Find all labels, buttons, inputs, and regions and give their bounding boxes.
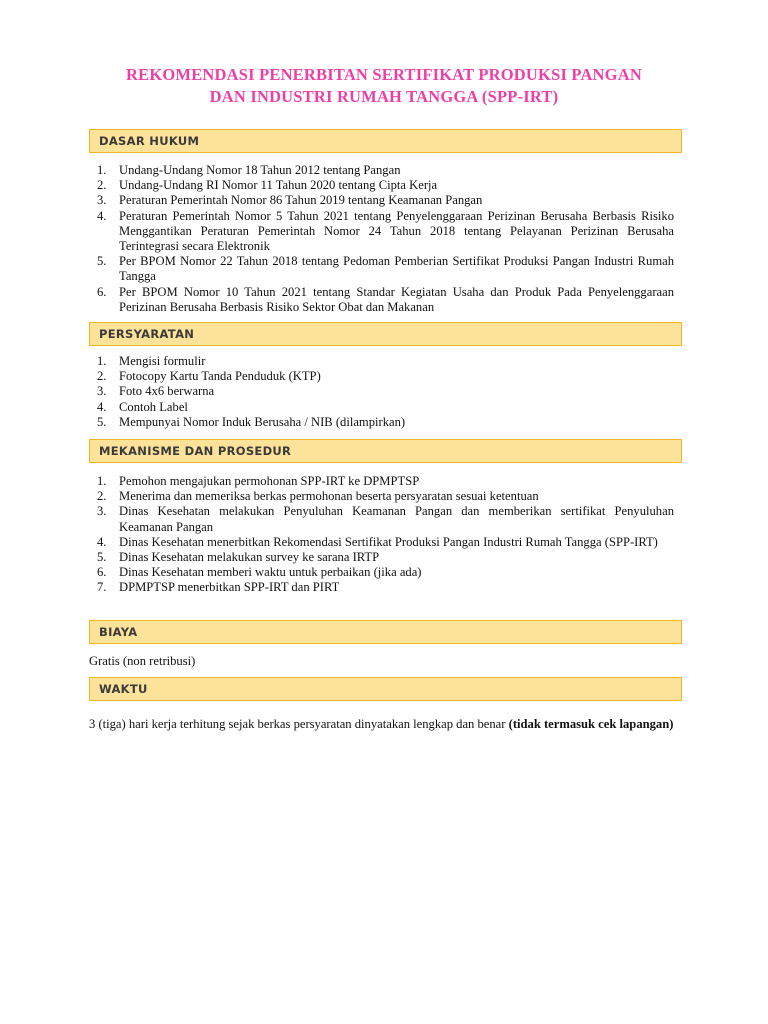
section-header-persyaratan [89,322,682,346]
section-heading: MEKANISME DAN PROSEDUR [99,444,292,458]
list-item-text: Per BPOM Nomor 22 Tahun 2018 tentang Pedoman Pemberian Sertifikat Produksi Pangan Industri Rumah Tangga [119,254,674,284]
title-line-1: REKOMENDASI PENERBITAN SERTIFIKAT PRODUKSI PANGAN [126,65,642,84]
section-header-biaya [89,620,682,644]
list-item-number: 4. [97,208,107,223]
list-item-text: Dinas Kesehatan melakukan survey ke sarana IRTP [119,550,380,565]
waktu-text-bold: (tidak termasuk cek lapangan) [508,717,674,731]
list-item-text: Peraturan Pemerintah Nomor 5 Tahun 2021 tentang Penyelenggaraan Perizinan Berusaha Berbasis Risiko Menggantikan Peraturan Pemerintah Nomor 24 Tahun 2018 tentang Pelayanan Perizinan Berusaha Terintegrasi secara Elektronik [119,208,674,254]
list-item [89,565,674,580]
section-heading: PERSYARATAN [99,327,195,341]
list-item [89,178,674,193]
dasar-hukum-list [89,163,674,315]
list-item-text: Foto 4x6 berwarna [119,384,215,399]
list-item [89,254,674,284]
list-item-number: 6. [97,565,107,580]
list-item [89,193,674,208]
list-item-text: Mempunyai Nomor Induk Berusaha / NIB (dilampirkan) [119,414,406,429]
title-line-2: DAN INDUSTRI RUMAH TANGGA (SPP-IRT) [209,87,559,106]
list-item [89,474,674,489]
mekanisme-list [89,474,674,596]
list-item-text: Contoh Label [119,399,188,414]
list-item-number: 3. [97,384,107,399]
section-heading: BIAYA [99,625,138,639]
list-item [89,535,674,550]
list-item [89,489,674,504]
list-item-number: 1. [97,163,107,177]
document-title [70,64,698,108]
list-item-number: 2. [97,489,107,504]
list-item [89,209,674,255]
list-item-number: 2. [97,178,107,193]
list-item-number: 6. [97,284,107,299]
list-item-text: Pemohon mengajukan permohonan SPP-IRT ke DPMPTSP [119,474,420,488]
list-item-text: Per BPOM Nomor 10 Tahun 2021 tentang Standar Kegiatan Usaha dan Produk Pada Penyelenggaraan Perizinan Berusaha Berbasis Risiko Sektor Obat dan Makanan [119,284,674,314]
list-item-number: 7. [97,580,107,595]
list-item-text: Fotocopy Kartu Tanda Penduduk (KTP) [119,369,321,384]
section-heading: DASAR HUKUM [99,134,200,148]
list-item-number: 5. [97,254,107,269]
list-item-text: Dinas Kesehatan melakukan Penyuluhan Keamanan Pangan dan memberikan sertifikat Penyuluhan Keamanan Pangan [119,504,674,534]
section-header-dasar-hukum [89,129,682,153]
section-header-mekanisme [89,439,682,463]
biaya-text: Gratis (non retribusi) [89,654,196,668]
list-item-number: 5. [97,414,107,429]
list-item [89,285,674,315]
list-item-text: Dinas Kesehatan menerbitkan Rekomendasi Sertifikat Produksi Pangan Industri Rumah Tangga (SPP-IRT) [119,534,658,549]
list-item-text: Undang-Undang Nomor 18 Tahun 2012 tentang Pangan [119,163,401,177]
list-item-number: 4. [97,399,107,414]
list-item-number: 1. [97,354,107,368]
list-item-number: 3. [97,504,107,519]
section-header-waktu [89,677,682,701]
list-item [89,415,674,430]
persyaratan-list [89,354,674,430]
list-item-number: 5. [97,550,107,565]
list-item-text: Mengisi formulir [119,354,206,368]
list-item-text: Dinas Kesehatan memberi waktu untuk perbaikan (jika ada) [119,565,422,580]
waktu-text [89,716,674,732]
list-item-text: Peraturan Pemerintah Nomor 86 Tahun 2019 tentang Keamanan Pangan [119,193,483,208]
list-item [89,384,674,399]
list-item-text: Menerima dan memeriksa berkas permohonan beserta persyaratan sesuai ketentuan [119,489,539,504]
list-item-number: 4. [97,534,107,549]
list-item [89,354,674,369]
list-item-number: 3. [97,193,107,208]
list-item [89,504,674,534]
list-item-number: 1. [97,474,107,488]
list-item [89,550,674,565]
list-item [89,580,674,595]
list-item-number: 2. [97,369,107,384]
list-item-text: DPMPTSP menerbitkan SPP-IRT dan PIRT [119,580,340,595]
waktu-text-regular: 3 (tiga) hari kerja terhitung sejak berkas persyaratan dinyatakan lengkap dan benar [89,717,509,731]
section-heading: WAKTU [99,682,148,696]
list-item-text: Undang-Undang RI Nomor 11 Tahun 2020 tentang Cipta Kerja [119,178,438,193]
list-item [89,163,674,178]
list-item [89,369,674,384]
list-item [89,400,674,415]
